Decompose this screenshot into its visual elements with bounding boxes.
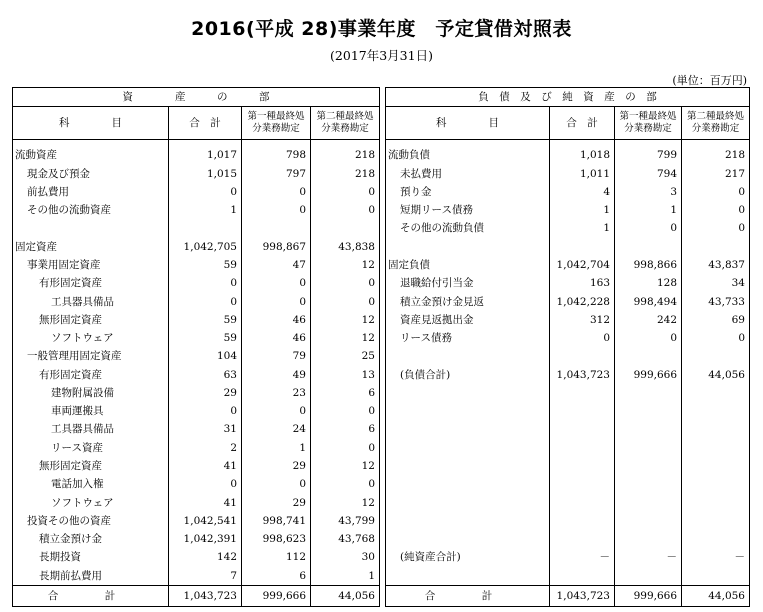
- table-row: [386, 219, 750, 237]
- table-row: [13, 365, 380, 383]
- type2-value: [682, 475, 750, 493]
- account-name: [386, 512, 550, 530]
- total-value: 104: [169, 347, 242, 365]
- type2-value: 43,838: [311, 238, 380, 256]
- col-type2: 第二種最終処分業務勘定: [311, 107, 380, 140]
- table-row: [13, 238, 380, 256]
- account-name: [386, 402, 550, 420]
- account-name: 有形固定資産: [13, 365, 169, 383]
- total-value: 1,043,723: [169, 586, 242, 607]
- total-value: 1,042,391: [169, 530, 242, 548]
- account-name: 積立金預け金見返: [386, 292, 550, 310]
- type2-value: 0: [311, 201, 380, 219]
- table-row: [13, 402, 380, 420]
- table-row: [386, 164, 750, 182]
- total-value: 0: [169, 475, 242, 493]
- assets-body: [13, 140, 380, 586]
- type1-value: [615, 475, 682, 493]
- type1-value: 128: [615, 274, 682, 292]
- type1-value: 242: [615, 311, 682, 329]
- type1-value: 47: [242, 256, 311, 274]
- total-type2: 44,056: [682, 586, 750, 607]
- account-name: [386, 493, 550, 511]
- table-row: [386, 567, 750, 585]
- total-value: 0: [169, 183, 242, 201]
- type1-value: 112: [242, 548, 311, 566]
- total-value: [550, 439, 615, 457]
- account-name: (負債合計): [386, 365, 550, 383]
- total-value: 7: [169, 567, 242, 585]
- total-value: 0: [169, 402, 242, 420]
- account-name: 長期投資: [13, 548, 169, 566]
- account-name: 無形固定資産: [13, 457, 169, 475]
- total-label: 合 計: [386, 586, 550, 607]
- type2-value: 218: [682, 140, 750, 165]
- type2-value: 0: [311, 292, 380, 310]
- type1-value: 794: [615, 164, 682, 182]
- account-name: 投資その他の資産: [13, 512, 169, 530]
- total-value: [550, 347, 615, 365]
- total-value: 59: [169, 311, 242, 329]
- account-name: [386, 347, 550, 365]
- type1-value: [615, 457, 682, 475]
- type2-value: [682, 347, 750, 365]
- type1-value: [615, 238, 682, 256]
- account-name: 流動負債: [386, 140, 550, 165]
- type2-value: [682, 384, 750, 402]
- type1-value: 798: [242, 140, 311, 165]
- total-value: 63: [169, 365, 242, 383]
- table-row: [386, 274, 750, 292]
- table-row: [13, 347, 380, 365]
- type2-value: 218: [311, 140, 380, 165]
- total-value: [550, 238, 615, 256]
- type2-value: 1: [311, 567, 380, 585]
- table-row: [13, 329, 380, 347]
- total-value: 1,015: [169, 164, 242, 182]
- account-name: 短期リース債務: [386, 201, 550, 219]
- type1-value: [615, 384, 682, 402]
- table-row: [13, 548, 380, 566]
- account-name: 車両運搬具: [13, 402, 169, 420]
- type2-value: 0: [311, 183, 380, 201]
- type2-value: 0: [682, 329, 750, 347]
- table-row: [13, 311, 380, 329]
- total-value: 1,042,541: [169, 512, 242, 530]
- table-row: [13, 512, 380, 530]
- table-row: [386, 548, 750, 566]
- total-value: [550, 384, 615, 402]
- table-row: [13, 164, 380, 182]
- account-name: [386, 420, 550, 438]
- account-name: ソフトウェア: [13, 329, 169, 347]
- type1-value: 29: [242, 493, 311, 511]
- table-row: [13, 493, 380, 511]
- total-value: 1: [550, 219, 615, 237]
- type1-value: 6: [242, 567, 311, 585]
- type2-value: 43,799: [311, 512, 380, 530]
- account-name: 未払費用: [386, 164, 550, 182]
- table-row: [386, 530, 750, 548]
- type1-value: 0: [242, 183, 311, 201]
- total-value: [550, 567, 615, 585]
- table-row: [13, 457, 380, 475]
- account-name: 前払費用: [13, 183, 169, 201]
- table-row: [13, 256, 380, 274]
- total-value: 41: [169, 457, 242, 475]
- table-row: [13, 420, 380, 438]
- assets-section-header: 資 産 の 部: [13, 88, 380, 107]
- type1-value: 998,494: [615, 292, 682, 310]
- total-value: 31: [169, 420, 242, 438]
- type1-value: 998,866: [615, 256, 682, 274]
- account-name: 有形固定資産: [13, 274, 169, 292]
- account-name: 工具器具備品: [13, 420, 169, 438]
- type2-value: 12: [311, 256, 380, 274]
- total-value: 312: [550, 311, 615, 329]
- type2-value: 217: [682, 164, 750, 182]
- type2-value: 0: [311, 402, 380, 420]
- total-value: 4: [550, 183, 615, 201]
- type2-value: 0: [311, 439, 380, 457]
- account-name: [386, 475, 550, 493]
- table-row: [13, 439, 380, 457]
- total-value: 1,017: [169, 140, 242, 165]
- type1-value: 1: [242, 439, 311, 457]
- total-value: 163: [550, 274, 615, 292]
- account-name: 積立金預け金: [13, 530, 169, 548]
- liabilities-total-row: [386, 586, 750, 607]
- table-row: [386, 347, 750, 365]
- total-value: 1,042,228: [550, 292, 615, 310]
- table-row: [386, 201, 750, 219]
- type1-value: 0: [615, 219, 682, 237]
- type1-value: －: [615, 548, 682, 566]
- total-value: 1,043,723: [550, 586, 615, 607]
- table-row: [386, 512, 750, 530]
- table-row: [386, 329, 750, 347]
- type2-value: [682, 439, 750, 457]
- total-value: [550, 475, 615, 493]
- type2-value: 6: [311, 384, 380, 402]
- type2-value: [682, 238, 750, 256]
- table-row: [13, 183, 380, 201]
- table-row: [386, 238, 750, 256]
- total-type1: 999,666: [242, 586, 311, 607]
- total-value: 0: [169, 274, 242, 292]
- account-name: 退職給付引当金: [386, 274, 550, 292]
- account-name: その他の流動資産: [13, 201, 169, 219]
- account-name: その他の流動負債: [386, 219, 550, 237]
- total-value: [550, 530, 615, 548]
- total-value: 59: [169, 329, 242, 347]
- total-value: 29: [169, 384, 242, 402]
- type1-value: [615, 347, 682, 365]
- total-value: [550, 493, 615, 511]
- table-row: [386, 292, 750, 310]
- type1-value: 0: [242, 201, 311, 219]
- table-row: [13, 201, 380, 219]
- type2-value: [682, 493, 750, 511]
- type2-value: 12: [311, 311, 380, 329]
- type1-value: 29: [242, 457, 311, 475]
- type1-value: 49: [242, 365, 311, 383]
- table-row: [386, 256, 750, 274]
- type1-value: 0: [242, 292, 311, 310]
- type2-value: [682, 567, 750, 585]
- account-name: 長期前払費用: [13, 567, 169, 585]
- total-value: [550, 420, 615, 438]
- type2-value: 12: [311, 329, 380, 347]
- type2-value: 13: [311, 365, 380, 383]
- type2-value: 0: [682, 201, 750, 219]
- type1-value: 79: [242, 347, 311, 365]
- account-name: [386, 238, 550, 256]
- type2-value: 12: [311, 457, 380, 475]
- total-value: 41: [169, 493, 242, 511]
- type1-value: 0: [242, 402, 311, 420]
- type2-value: 0: [311, 475, 380, 493]
- account-name: 工具器具備品: [13, 292, 169, 310]
- table-row: [386, 140, 750, 165]
- type1-value: 24: [242, 420, 311, 438]
- account-name: 現金及び預金: [13, 164, 169, 182]
- table-row: [13, 140, 380, 165]
- account-name: 建物附属設備: [13, 384, 169, 402]
- type2-value: [682, 512, 750, 530]
- type2-value: [682, 402, 750, 420]
- table-row: [386, 365, 750, 383]
- liabilities-section-header: 負 債 及 び 純 資 産 の 部: [386, 88, 750, 107]
- total-value: [550, 457, 615, 475]
- total-label: 合 計: [13, 586, 169, 607]
- total-value: 0: [169, 292, 242, 310]
- total-value: 0: [550, 329, 615, 347]
- account-name: リース債務: [386, 329, 550, 347]
- total-value: [550, 402, 615, 420]
- liabilities-table: [385, 87, 750, 607]
- col-type1: 第一種最終処分業務勘定: [242, 107, 311, 140]
- report-date: (2017年3月31日): [330, 48, 433, 63]
- total-value: 1: [169, 201, 242, 219]
- type2-value: 44,056: [682, 365, 750, 383]
- col-type2: 第二種最終処分業務勘定: [682, 107, 750, 140]
- type2-value: [682, 457, 750, 475]
- liabilities-body: [386, 140, 750, 586]
- type2-value: 218: [311, 164, 380, 182]
- total-value: 59: [169, 256, 242, 274]
- type2-value: [682, 530, 750, 548]
- account-name: 一般管理用固定資産: [13, 347, 169, 365]
- type1-value: 998,867: [242, 238, 311, 256]
- table-row: [13, 530, 380, 548]
- account-name: [386, 567, 550, 585]
- total-value: 1,011: [550, 164, 615, 182]
- account-name: 事業用固定資産: [13, 256, 169, 274]
- table-row: [13, 292, 380, 310]
- table-row: [386, 183, 750, 201]
- total-value: 1,043,723: [550, 365, 615, 383]
- table-row: [13, 219, 380, 237]
- type1-value: [615, 402, 682, 420]
- account-name: リース資産: [13, 439, 169, 457]
- type2-value: [311, 219, 380, 237]
- type2-value: 25: [311, 347, 380, 365]
- account-name: [386, 530, 550, 548]
- total-value: [550, 512, 615, 530]
- type1-value: 0: [615, 329, 682, 347]
- table-row: [386, 402, 750, 420]
- type1-value: [615, 420, 682, 438]
- total-value: 1: [550, 201, 615, 219]
- table-row: [386, 457, 750, 475]
- account-name: [386, 457, 550, 475]
- total-value: [169, 219, 242, 237]
- type1-value: [242, 219, 311, 237]
- type1-value: 998,741: [242, 512, 311, 530]
- type1-value: [615, 530, 682, 548]
- type1-value: 46: [242, 329, 311, 347]
- type2-value: 0: [682, 219, 750, 237]
- col-type1: 第一種最終処分業務勘定: [615, 107, 682, 140]
- account-name: [386, 439, 550, 457]
- type2-value: 0: [311, 274, 380, 292]
- account-name: ソフトウェア: [13, 493, 169, 511]
- total-value: 1,042,704: [550, 256, 615, 274]
- type1-value: 3: [615, 183, 682, 201]
- total-value: －: [550, 548, 615, 566]
- table-row: [386, 311, 750, 329]
- type2-value: 43,768: [311, 530, 380, 548]
- table-row: [386, 493, 750, 511]
- table-row: [386, 384, 750, 402]
- account-name: [13, 219, 169, 237]
- account-name: 固定負債: [386, 256, 550, 274]
- page-title: 2016(平成 28)事業年度 予定貸借対照表: [191, 18, 572, 40]
- account-name: (純資産合計): [386, 548, 550, 566]
- table-row: [13, 567, 380, 585]
- type1-value: 46: [242, 311, 311, 329]
- type1-value: [615, 567, 682, 585]
- type2-value: [682, 420, 750, 438]
- type1-value: 999,666: [615, 365, 682, 383]
- table-row: [13, 274, 380, 292]
- account-name: 無形固定資産: [13, 311, 169, 329]
- type1-value: 998,623: [242, 530, 311, 548]
- type1-value: [615, 512, 682, 530]
- type1-value: [615, 439, 682, 457]
- type2-value: 34: [682, 274, 750, 292]
- table-row: [386, 475, 750, 493]
- assets-total-row: [13, 586, 380, 607]
- table-row: [386, 420, 750, 438]
- type1-value: 0: [242, 274, 311, 292]
- type2-value: 69: [682, 311, 750, 329]
- type2-value: 43,733: [682, 292, 750, 310]
- type1-value: 797: [242, 164, 311, 182]
- account-name: 電話加入権: [13, 475, 169, 493]
- col-account: 科 目: [13, 107, 169, 140]
- account-name: 預り金: [386, 183, 550, 201]
- account-name: [386, 384, 550, 402]
- type2-value: －: [682, 548, 750, 566]
- type1-value: 799: [615, 140, 682, 165]
- table-row: [13, 475, 380, 493]
- account-name: 資産見返拠出金: [386, 311, 550, 329]
- total-value: 2: [169, 439, 242, 457]
- type1-value: 23: [242, 384, 311, 402]
- total-value: 142: [169, 548, 242, 566]
- table-row: [386, 439, 750, 457]
- total-type2: 44,056: [311, 586, 380, 607]
- col-total: 合 計: [169, 107, 242, 140]
- type2-value: 30: [311, 548, 380, 566]
- type2-value: 0: [682, 183, 750, 201]
- assets-table: [12, 87, 380, 607]
- unit-label: (単位：百万円): [672, 74, 747, 87]
- total-type1: 999,666: [615, 586, 682, 607]
- type2-value: 6: [311, 420, 380, 438]
- total-value: 1,018: [550, 140, 615, 165]
- type1-value: [615, 493, 682, 511]
- type1-value: 1: [615, 201, 682, 219]
- account-name: 流動資産: [13, 140, 169, 165]
- type2-value: 12: [311, 493, 380, 511]
- account-name: 固定資産: [13, 238, 169, 256]
- table-row: [13, 384, 380, 402]
- total-value: 1,042,705: [169, 238, 242, 256]
- col-account: 科 目: [386, 107, 550, 140]
- type1-value: 0: [242, 475, 311, 493]
- col-total: 合 計: [550, 107, 615, 140]
- type2-value: 43,837: [682, 256, 750, 274]
